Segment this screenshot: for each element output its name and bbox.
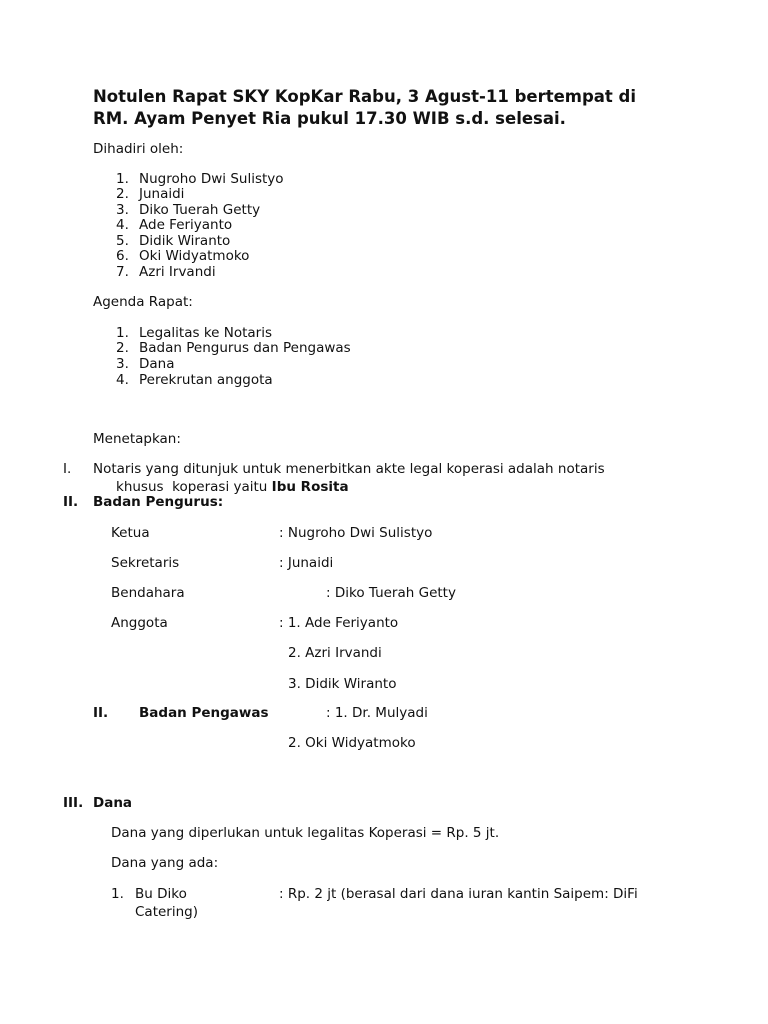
sekretaris-label: Sekretaris bbox=[111, 555, 180, 571]
list-number: 6. bbox=[116, 248, 129, 264]
list-number: 1. bbox=[116, 325, 129, 341]
dana-item-value-continued: Catering) bbox=[135, 904, 198, 920]
list-number: 3. bbox=[116, 356, 129, 372]
list-number: 7. bbox=[116, 264, 129, 280]
dana-item-name: Bu Diko bbox=[135, 886, 187, 902]
ketua-value: : Nugroho Dwi Sulistyo bbox=[279, 525, 433, 541]
list-number: 4. bbox=[116, 217, 129, 233]
section-1-text-line-1: Notaris yang ditunjuk untuk menerbitkan akte legal koperasi adalah notaris bbox=[93, 461, 605, 477]
dana-required-text: Dana yang diperlukan untuk legalitas Koperasi = Rp. 5 jt. bbox=[111, 825, 500, 841]
pengawas-heading: Badan Pengawas bbox=[139, 705, 269, 721]
section-1-number: I. bbox=[63, 461, 72, 477]
pengawas-number: II. bbox=[93, 705, 109, 721]
attendee-name: Didik Wiranto bbox=[139, 233, 231, 249]
notary-name: Ibu Rosita bbox=[271, 479, 349, 495]
section-2-number: II. bbox=[63, 494, 79, 510]
agenda-item-text: Dana bbox=[139, 356, 175, 372]
ketua-label: Ketua bbox=[111, 525, 150, 541]
anggota-member-3: 3. Didik Wiranto bbox=[288, 676, 397, 692]
section-3-heading: Dana bbox=[93, 795, 133, 811]
agenda-heading: Agenda Rapat: bbox=[93, 294, 193, 310]
sekretaris-value: : Junaidi bbox=[279, 555, 334, 571]
document-title-line-1: Notulen Rapat SKY KopKar Rabu, 3 Agust-11 bertempat di bbox=[93, 87, 637, 106]
dana-available-label: Dana yang ada: bbox=[111, 855, 219, 871]
section-3-number: III. bbox=[63, 795, 84, 811]
agenda-item-text: Legalitas ke Notaris bbox=[139, 325, 273, 341]
list-number: 3. bbox=[116, 202, 129, 218]
attendee-name: Oki Widyatmoko bbox=[139, 248, 250, 264]
agenda-item-text: Badan Pengurus dan Pengawas bbox=[139, 340, 351, 356]
dana-item-number: 1. bbox=[111, 886, 124, 902]
decisions-heading: Menetapkan: bbox=[93, 431, 181, 447]
section-1-text-line-2 bbox=[116, 479, 349, 495]
agenda-item-text: Perekrutan anggota bbox=[139, 372, 273, 388]
pengawas-member-2: 2. Oki Widyatmoko bbox=[288, 735, 416, 751]
bendahara-value: : Diko Tuerah Getty bbox=[326, 585, 456, 601]
list-number: 5. bbox=[116, 233, 129, 249]
document-title-line-2: RM. Ayam Penyet Ria pukul 17.30 WIB s.d. selesai. bbox=[93, 109, 566, 128]
attendee-name: Ade Feriyanto bbox=[139, 217, 233, 233]
section-2-heading: Badan Pengurus: bbox=[93, 494, 224, 510]
attendee-name: Azri Irvandi bbox=[139, 264, 216, 280]
pengawas-member-1: : 1. Dr. Mulyadi bbox=[326, 705, 428, 721]
attendee-name: Junaidi bbox=[139, 186, 185, 202]
section-1-text-prefix: khusus koperasi yaitu bbox=[116, 479, 272, 495]
attendee-name: Nugroho Dwi Sulistyo bbox=[139, 171, 284, 187]
list-number: 1. bbox=[116, 171, 129, 187]
list-number: 2. bbox=[116, 340, 129, 356]
anggota-label: Anggota bbox=[111, 615, 168, 631]
dana-item-value: : Rp. 2 jt (berasal dari dana iuran kantin Saipem: DiFi bbox=[279, 886, 638, 902]
attendance-heading: Dihadiri oleh: bbox=[93, 141, 184, 157]
anggota-member-1: : 1. Ade Feriyanto bbox=[279, 615, 399, 631]
list-number: 4. bbox=[116, 372, 129, 388]
attendee-name: Diko Tuerah Getty bbox=[139, 202, 261, 218]
anggota-member-2: 2. Azri Irvandi bbox=[288, 645, 382, 661]
bendahara-label: Bendahara bbox=[111, 585, 185, 601]
list-number: 2. bbox=[116, 186, 129, 202]
